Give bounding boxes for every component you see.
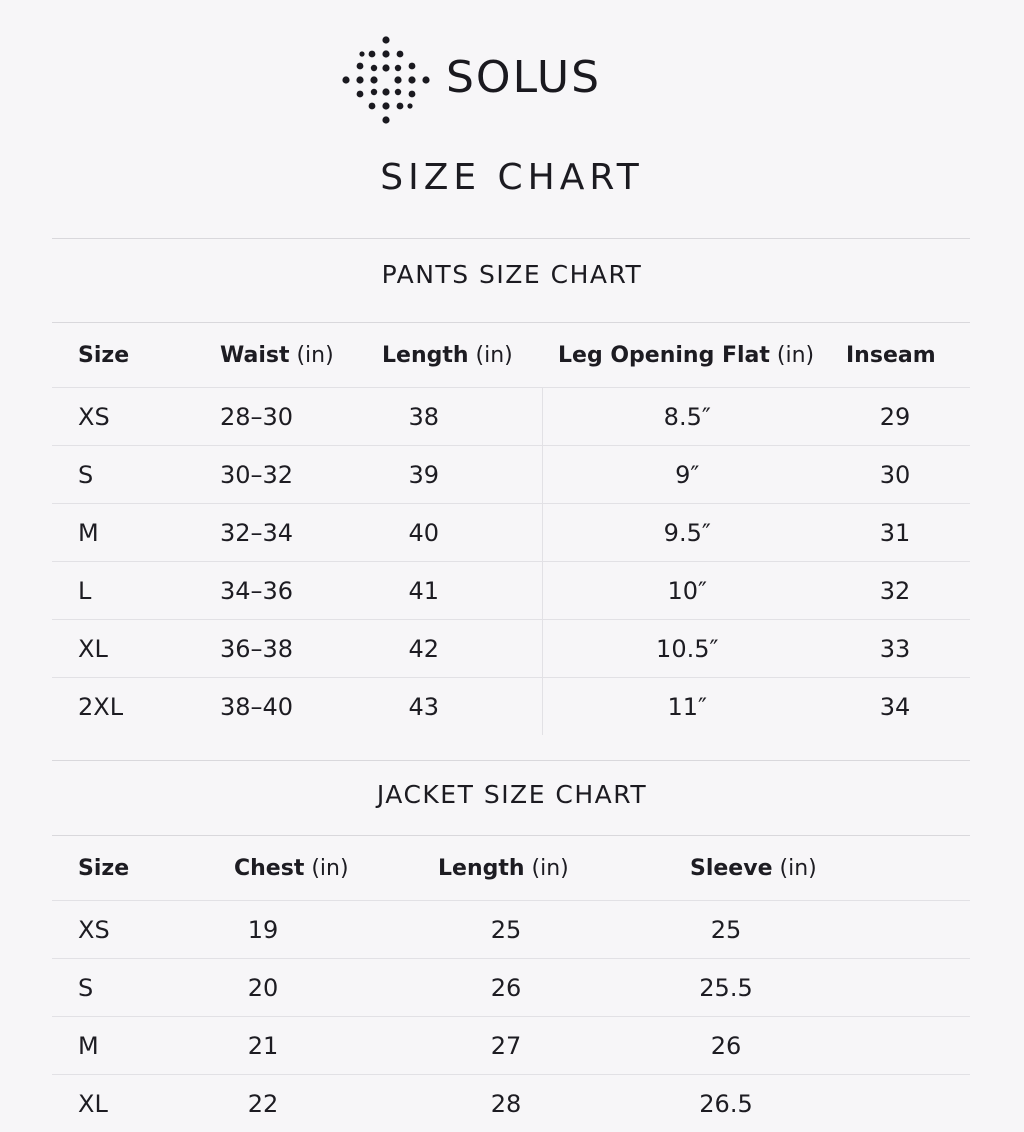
table-row — [52, 678, 970, 736]
header-length: Length (in) — [412, 836, 642, 901]
cell-waist: 34–36 — [192, 562, 352, 620]
cell-waist: 30–32 — [192, 446, 352, 504]
table-row — [52, 901, 970, 959]
cell-length: 42 — [352, 620, 542, 678]
brand-name: SOLUS — [446, 52, 601, 103]
cell-length: 38 — [352, 388, 542, 446]
header-sleeve: Sleeve (in) — [642, 836, 970, 901]
cell-length: 40 — [352, 504, 542, 562]
cell-chest: 20 — [202, 959, 412, 1017]
cell-chest: 22 — [202, 1075, 412, 1132]
table-header-row — [52, 836, 970, 901]
table-row — [52, 1017, 970, 1075]
cell-length: 25 — [412, 901, 642, 959]
cell-size: XS — [52, 388, 192, 446]
header-inseam: Inseam — [832, 323, 970, 388]
table-row — [52, 388, 970, 446]
cell-length: 39 — [352, 446, 542, 504]
page-title: SIZE CHART — [0, 157, 1024, 198]
cell-length: 26 — [412, 959, 642, 1017]
cell-sleeve: 26 — [642, 1017, 970, 1075]
header-waist: Waist (in) — [192, 323, 352, 388]
header-length: Length (in) — [352, 323, 542, 388]
header-size: Size — [52, 323, 192, 388]
cell-inseam: 30 — [832, 446, 970, 504]
table-row — [52, 446, 970, 504]
cell-size: M — [52, 1017, 202, 1075]
cell-waist: 38–40 — [192, 678, 352, 736]
starburst-dots-icon — [340, 34, 432, 126]
cell-length: 27 — [412, 1017, 642, 1075]
table-row — [52, 620, 970, 678]
cell-inseam: 32 — [832, 562, 970, 620]
cell-inseam: 31 — [832, 504, 970, 562]
cell-size: XS — [52, 901, 202, 959]
cell-sleeve: 26.5 — [642, 1075, 970, 1132]
pants-size-table — [52, 323, 970, 735]
cell-chest: 19 — [202, 901, 412, 959]
cell-size: XL — [52, 620, 192, 678]
cell-size: 2XL — [52, 678, 192, 736]
cell-leg-opening: 9″ — [542, 446, 832, 504]
cell-inseam: 29 — [832, 388, 970, 446]
brand-logo — [340, 34, 601, 126]
table-header-row — [52, 323, 970, 388]
header-leg-opening: Leg Opening Flat (in) — [542, 323, 832, 388]
cell-inseam: 34 — [832, 678, 970, 736]
cell-sleeve: 25.5 — [642, 959, 970, 1017]
cell-waist: 36–38 — [192, 620, 352, 678]
cell-leg-opening: 9.5″ — [542, 504, 832, 562]
header-size: Size — [52, 836, 202, 901]
cell-leg-opening: 10.5″ — [542, 620, 832, 678]
jacket-size-table — [52, 836, 970, 1132]
divider — [52, 238, 970, 239]
cell-sleeve: 25 — [642, 901, 970, 959]
table-row — [52, 1075, 970, 1132]
cell-size: XL — [52, 1075, 202, 1132]
pants-section-title: PANTS SIZE CHART — [0, 260, 1024, 289]
table-row — [52, 959, 970, 1017]
cell-waist: 32–34 — [192, 504, 352, 562]
cell-length: 43 — [352, 678, 542, 736]
jacket-section-title: JACKET SIZE CHART — [0, 780, 1024, 809]
cell-length: 28 — [412, 1075, 642, 1132]
header-chest: Chest (in) — [202, 836, 412, 901]
cell-length: 41 — [352, 562, 542, 620]
table-row — [52, 562, 970, 620]
cell-leg-opening: 10″ — [542, 562, 832, 620]
cell-waist: 28–30 — [192, 388, 352, 446]
cell-leg-opening: 11″ — [542, 678, 832, 736]
cell-size: M — [52, 504, 192, 562]
cell-leg-opening: 8.5″ — [542, 388, 832, 446]
cell-chest: 21 — [202, 1017, 412, 1075]
cell-size: S — [52, 446, 192, 504]
cell-size: S — [52, 959, 202, 1017]
cell-size: L — [52, 562, 192, 620]
table-row — [52, 504, 970, 562]
cell-inseam: 33 — [832, 620, 970, 678]
divider — [52, 760, 970, 761]
